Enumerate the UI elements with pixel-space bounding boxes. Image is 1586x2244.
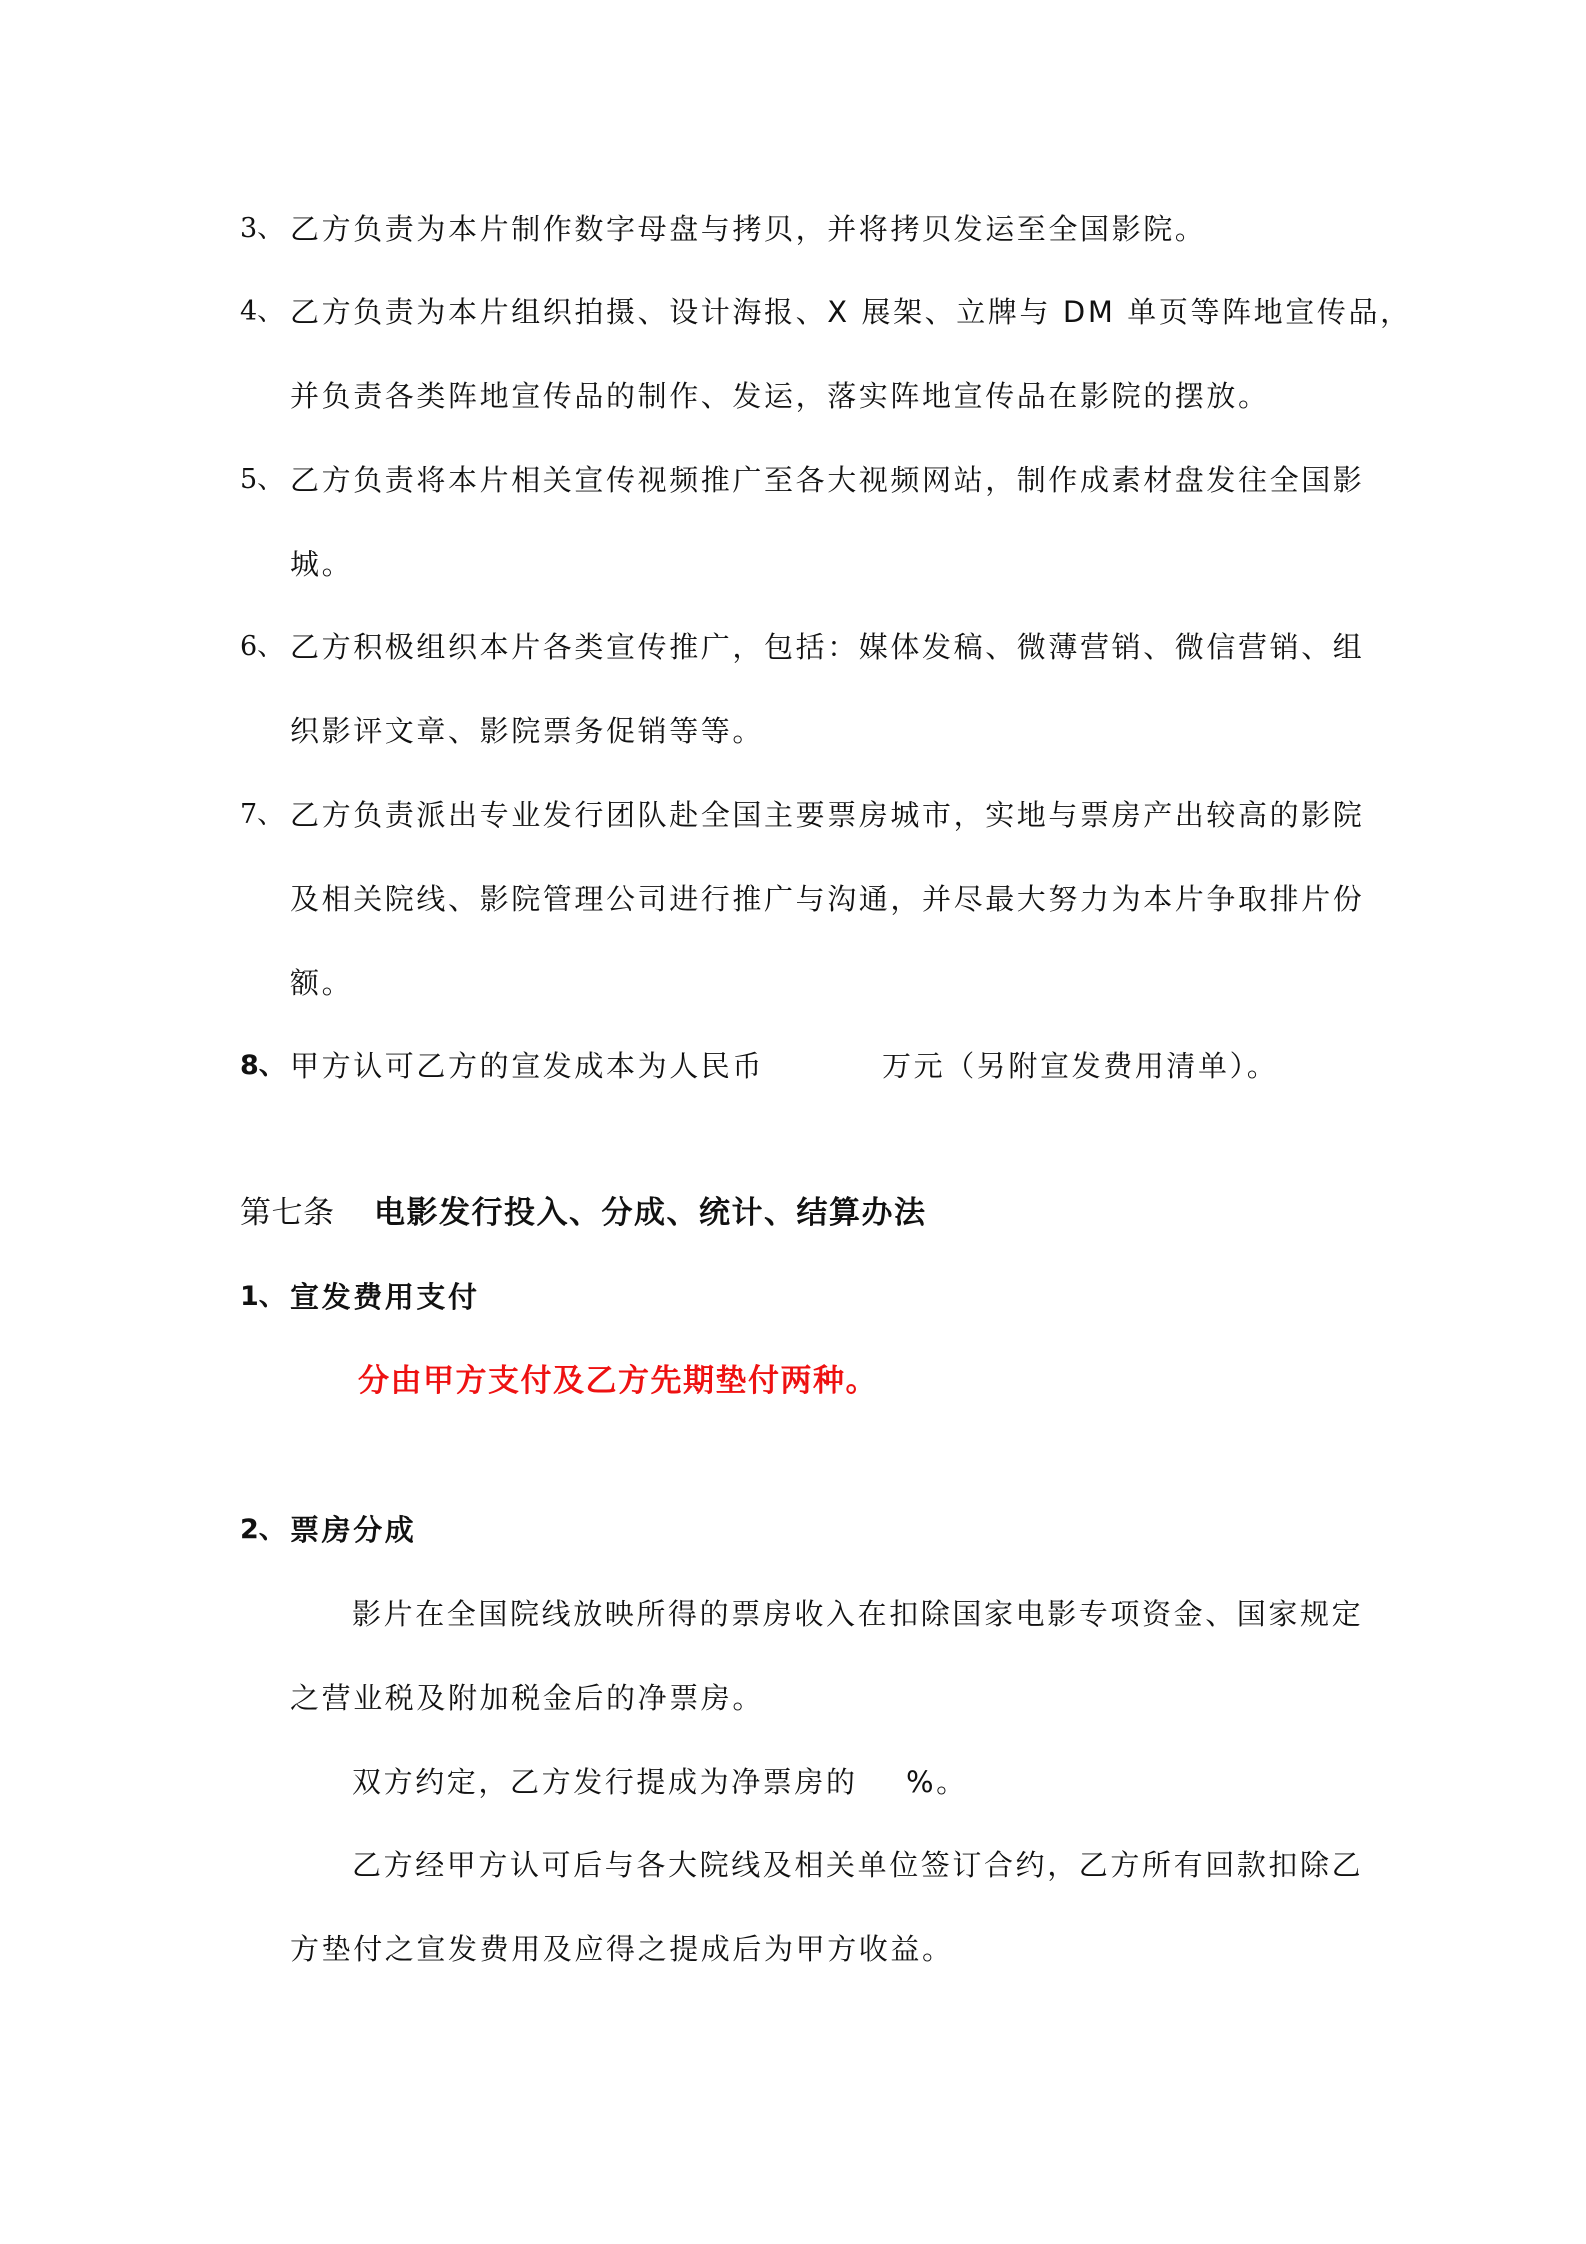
payment-note: 分由甲方支付及乙方先期垫付两种。 <box>358 1363 878 1399</box>
article-title: 电影发行投入、分成、统计、结算办法 <box>374 1195 927 1231</box>
item-number: 8、 <box>240 1050 286 1081</box>
paragraph-text-before-blank: 双方约定，乙方发行提成为净票房的 <box>352 1765 858 1799</box>
item-text-after-blank: 万元（另附宣发费用清单）。 <box>882 1049 1279 1083</box>
paragraph-text: 方垫付之宣发费用及应得之提成后为甲方收益。 <box>290 1932 954 1966</box>
paragraph-text: 乙方经甲方认可后与各大院线及相关单位签订合约，乙方所有回款扣除乙 <box>352 1848 1364 1882</box>
section-number: 2、 <box>240 1514 286 1545</box>
paragraph-text: 影片在全国院线放映所得的票房收入在扣除国家电影专项资金、国家规定 <box>352 1597 1364 1631</box>
item-text-continued: 织影评文章、影院票务促销等等。 <box>290 714 765 748</box>
item-text-continued: 城。 <box>290 547 354 581</box>
item-text-before-blank: 甲方认可乙方的宣发成本为人民币 <box>290 1049 765 1083</box>
paragraph-text: 之营业税及附加税金后的净票房。 <box>290 1681 765 1715</box>
item-number: 7、 <box>240 799 285 830</box>
item-text-continued: 额。 <box>290 966 354 1000</box>
section-title: 宣发费用支付 <box>290 1280 480 1314</box>
item-text: 乙方负责将本片相关宣传视频推广至各大视频网站，制作成素材盘发往全国影 <box>290 463 1365 497</box>
item-text: 乙方积极组织本片各类宣传推广，包括：媒体发稿、微薄营销、微信营销、组 <box>290 630 1365 664</box>
item-number: 3、 <box>240 213 285 244</box>
item-number: 4、 <box>240 296 285 327</box>
item-text: 乙方负责为本片组织拍摄、设计海报、X 展架、立牌与 DM 单页等阵地宣传品， <box>290 295 1412 329</box>
item-text-continued: 及相关院线、影院管理公司进行推广与沟通，并尽最大努力为本片争取排片份 <box>290 882 1365 916</box>
item-number: 5、 <box>240 464 285 495</box>
item-text-continued: 并负责各类阵地宣传品的制作、发运，落实阵地宣传品在影院的摆放。 <box>290 379 1270 413</box>
item-text: 乙方负责为本片制作数字母盘与拷贝，并将拷贝发运至全国影院。 <box>290 212 1207 246</box>
section-number: 1、 <box>240 1281 286 1312</box>
article-label: 第七条 <box>240 1195 335 1231</box>
item-text: 乙方负责派出专业发行团队赴全国主要票房城市，实地与票房产出较高的影院 <box>290 798 1365 832</box>
item-number: 6、 <box>240 631 285 662</box>
section-title: 票房分成 <box>290 1513 417 1547</box>
paragraph-text-after-blank: %。 <box>906 1765 968 1799</box>
